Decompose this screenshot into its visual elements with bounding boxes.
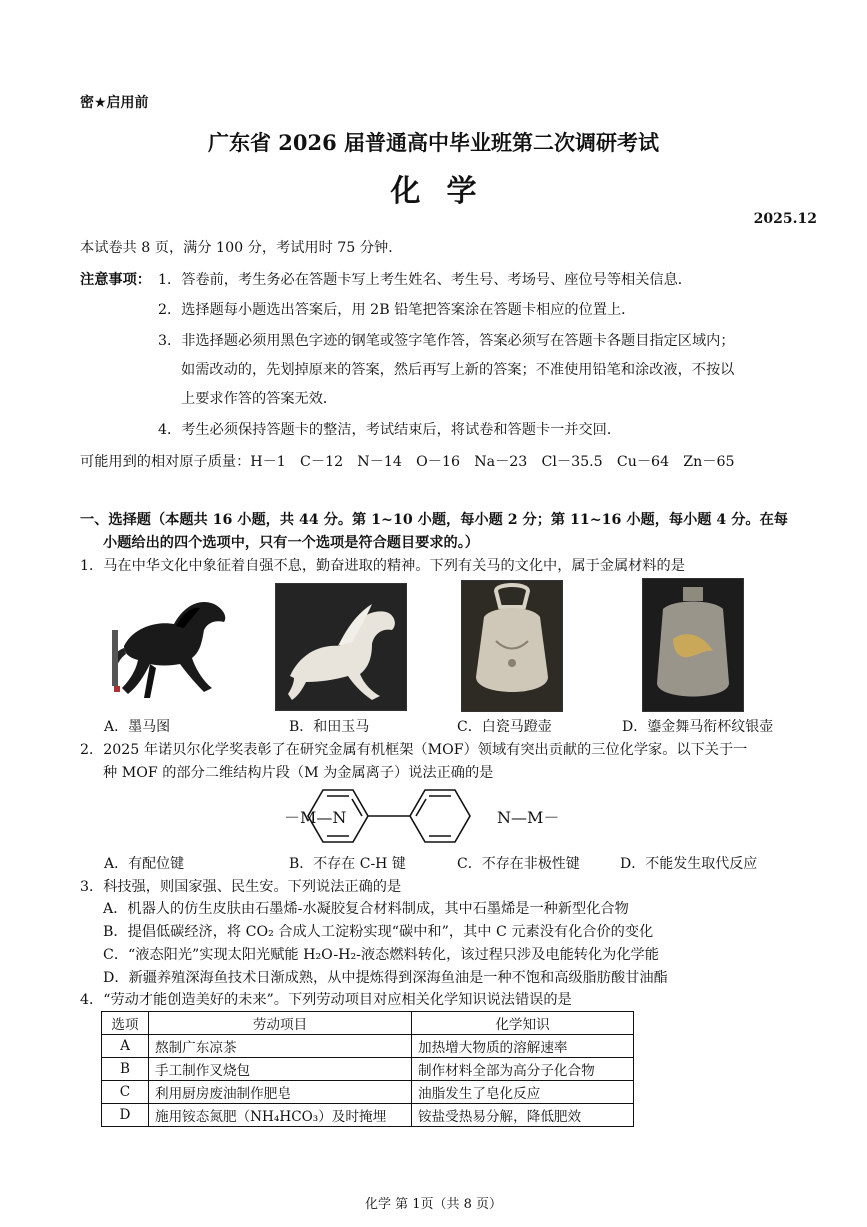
- q2-stem: 种 MOF 的部分二维结构片段（M 为金属离子）说法正确的是: [103, 765, 494, 781]
- table-cell: 油脂发生了皂化反应: [412, 1081, 634, 1104]
- q3-option-a: A．机器人的仿生皮肤由石墨烯-水凝胶复合材料制成，其中石墨烯是一种新型化合物: [103, 901, 629, 917]
- q1-stem: 1．马在中华文化中象征着自强不息，勤奋进取的精神。下列有关马的文化中，属于金属材料的是: [80, 558, 685, 574]
- q3-option-c: C．“液态阳光”实现太阳光赋能 H₂O-H₂-液态燃料转化，该过程只涉及电能转化为化学能: [103, 947, 659, 963]
- note-item: 上要求作答的答案无效．: [181, 391, 338, 407]
- table-cell: 手工制作叉烧包: [149, 1058, 412, 1081]
- table-cell: A: [102, 1035, 149, 1058]
- table-cell: B: [102, 1058, 149, 1081]
- note-item: 1．答卷前，考生务必在答题卡写上考生姓名、考生号、考场号、座位号等相关信息．: [158, 272, 692, 288]
- table-row: [102, 1104, 634, 1127]
- table-row: [102, 1081, 634, 1104]
- table-cell: D: [102, 1104, 149, 1127]
- exam-title: 广东省 2026 届普通高中毕业班第二次调研考试: [207, 130, 660, 155]
- q1-option-a: A．墨马图: [104, 719, 171, 735]
- subject-title: 化学: [390, 174, 503, 209]
- q1-option-b: B．和田玉马: [289, 719, 370, 735]
- table-cell: C: [102, 1081, 149, 1104]
- table-cell: 熬制广东凉茶: [149, 1035, 412, 1058]
- q4-table: [101, 1011, 634, 1127]
- exam-info: 本试卷共 8 页，满分 100 分，考试用时 75 分钟．: [80, 240, 403, 256]
- q2-stem: 2．2025 年诺贝尔化学奖表彰了在研究金属有机框架（MOF）领域有突出贡献的三位化学家。以下关于一: [80, 742, 748, 758]
- q2-option-b: B．不存在 C-H 键: [289, 856, 406, 872]
- table-header-cell: 化学知识: [412, 1012, 634, 1035]
- q3-stem: 3．科技强，则国家强、民生安。下列说法正确的是: [80, 879, 402, 895]
- note-item: 4．考生必须保持答题卡的整洁，考试结束后，将试卷和答题卡一并交回．: [158, 422, 622, 438]
- q3-option-b: B．提倡低碳经济，将 CO₂ 合成人工淀粉实现“碳中和”，其中 C 元素没有化合价的变化: [103, 924, 654, 940]
- jade-horse-photo: [275, 583, 407, 711]
- atomic-masses: 可能用到的相对原子质量：H－1 C－12 N－14 O－16 Na－23 Cl－35.5 Cu－64 Zn－65: [80, 454, 735, 470]
- q2-option-c: C．不存在非极性键: [457, 856, 580, 872]
- q1-option-d: D．鎏金舞马衔杯纹银壶: [622, 719, 774, 735]
- table-header-cell: 劳动项目: [149, 1012, 412, 1035]
- section-heading: 一、选择题（本题共 16 小题，共 44 分。第 1~10 小题，每小题 2 分；第 11~16 小题，每小题 4 分。在每: [80, 512, 788, 528]
- note-item: 如需改动的，先划掉原来的答案，然后再写上新的答案；不准使用铅笔和涂改液，不按以: [181, 362, 735, 378]
- table-cell: 制作材料全部为高分子化合物: [412, 1058, 634, 1081]
- table-cell: 施用铵态氮肥（NH₄HCO₃）及时掩埋: [149, 1104, 412, 1127]
- table-cell: 利用厨房废油制作肥皂: [149, 1081, 412, 1104]
- note-item: 3．非选择题必须用黑色字迹的钢笔或签字笔作答，答案必须写在答题卡各题目指定区域内；: [158, 333, 735, 349]
- table-row: [102, 1035, 634, 1058]
- porcelain-flask-photo: [461, 580, 563, 712]
- silver-pot-photo: [642, 578, 744, 712]
- q2-option-a: A．有配位键: [104, 856, 185, 872]
- confidential-mark: 密★启用前: [80, 95, 149, 111]
- table-cell: 加热增大物质的溶解速率: [412, 1035, 634, 1058]
- table-header-cell: 选项: [102, 1012, 149, 1035]
- table-cell: 铵盐受热易分解，降低肥效: [412, 1104, 634, 1127]
- q2-option-d: D．不能发生取代反应: [620, 856, 758, 872]
- ink-horse-painting: [104, 586, 238, 706]
- mof-right-end: N—M－: [497, 808, 560, 827]
- note-item: 2．选择题每小题选出答案后，用 2B 铅笔把答案涂在答题卡相应的位置上．: [158, 302, 636, 318]
- exam-date: 2025.12: [753, 211, 817, 227]
- q3-option-d: D．新疆养殖深海鱼技术日渐成熟，从中提炼得到深海鱼油是一种不饱和高级脂肪酸甘油酯: [103, 970, 668, 986]
- q1-option-c: C．白瓷马蹬壶: [457, 719, 552, 735]
- section-heading: 小题给出的四个选项中，只有一个选项是符合题目要求的。）: [103, 535, 479, 551]
- table-row: [102, 1058, 634, 1081]
- notes-label: 注意事项：: [80, 272, 151, 288]
- mof-structure-diagram: [280, 786, 500, 846]
- page-footer: 化学 第 1页（共 8 页）: [364, 1197, 503, 1212]
- mof-left-end: －M—N: [284, 808, 347, 827]
- q4-stem: 4．“劳动才能创造美好的未来”。下列劳动项目对应相关化学知识说法错误的是: [80, 992, 572, 1008]
- table-header-row: [102, 1012, 634, 1035]
